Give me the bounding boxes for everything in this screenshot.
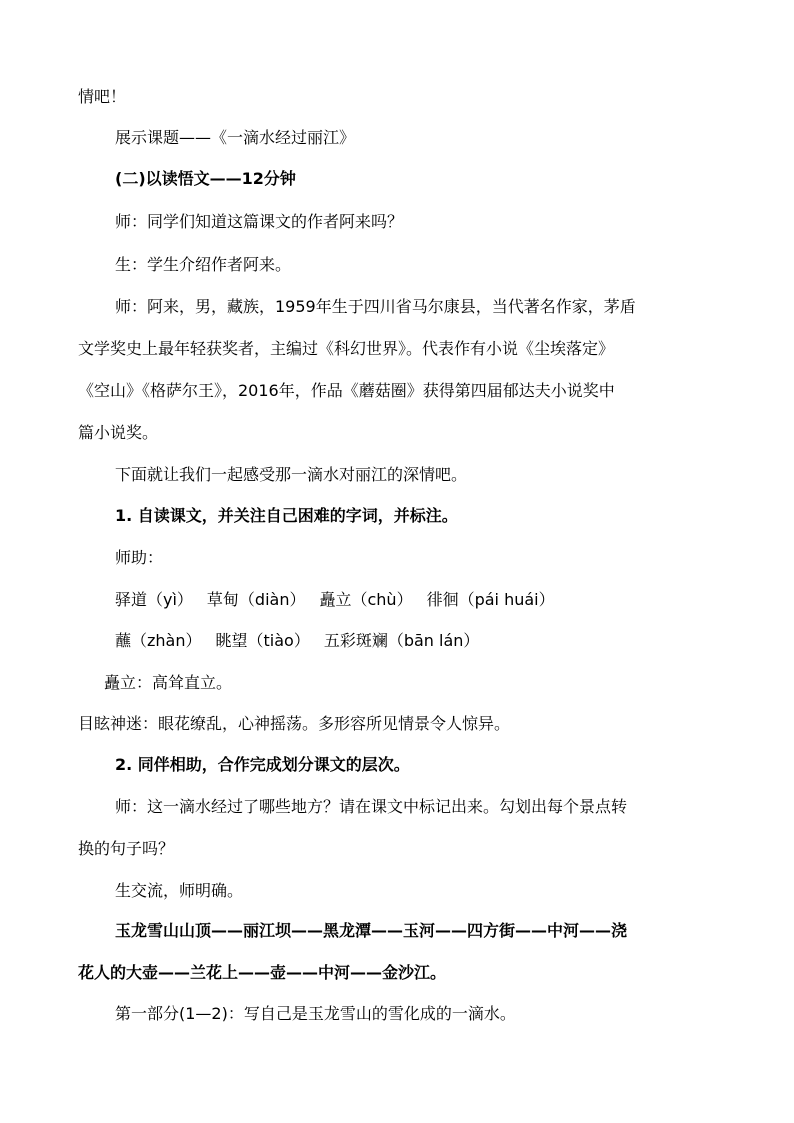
text-line-25: 生交流，师明确。 bbox=[115, 881, 244, 900]
text-line-4: 师：同学们知道这篇课文的作者阿来吗？ bbox=[115, 212, 404, 231]
text-line-12: 师助： bbox=[115, 548, 164, 567]
text-line-5: 生：学生介绍作者阿来。 bbox=[115, 255, 292, 274]
vocab-word: 眺望（tiào） bbox=[215, 631, 310, 650]
route-line-1: 玉龙雪山山顶——丽江坝——黑龙潭——玉河——四方街——中河——浇 bbox=[115, 921, 628, 940]
vocab-word: 五彩斑斓（bān lán） bbox=[323, 631, 480, 650]
vocab-word: 驿道（yì） bbox=[115, 590, 193, 609]
text-line-6: 师：阿来，男，藏族，1959年生于四川省马尔康县，当代著名作家，茅盾 bbox=[115, 297, 636, 316]
section-heading: (二)以读悟文——12分钟 bbox=[115, 169, 296, 188]
text-line-23: 师：这一滴水经过了哪些地方？请在课文中标记出来。勾划出每个景点转 bbox=[115, 797, 628, 816]
text-line-8: 《空山》《格萨尔王》，2016年，作品《蘑菇圈》获得第四届郁达夫小说奖中 bbox=[78, 381, 615, 400]
route-line-2: 花人的大壶——兰花上——壶——中河——金沙江。 bbox=[78, 963, 447, 982]
step-1-heading: 1. 自读课文，并关注自己困难的字词，并标注。 bbox=[115, 506, 458, 525]
vocab-word: 草甸（diàn） bbox=[206, 590, 306, 609]
step-2-heading: 2. 同伴相助，合作完成划分课文的层次。 bbox=[115, 755, 410, 774]
vocab-word: 徘徊（pái huái） bbox=[426, 590, 555, 609]
text-line-28: 第一部分(1—2)：写自己是玉龙雪山的雪化成的一滴水。 bbox=[115, 1004, 516, 1023]
text-line-2: 展示课题——《一滴水经过丽江》 bbox=[115, 128, 356, 147]
text-line-20: 矗立：高耸直立。 bbox=[104, 673, 233, 692]
text-line-10: 下面就让我们一起感受那一滴水对丽江的深情吧。 bbox=[115, 465, 468, 484]
text-line-7: 文学奖史上最年轻获奖者，主编过《科幻世界》。代表作有小说《尘埃落定》 bbox=[78, 339, 615, 358]
vocab-word: 矗立（chù） bbox=[319, 590, 413, 609]
vocab-word: 蘸（zhàn） bbox=[115, 631, 202, 650]
vocab-row-1 bbox=[115, 589, 555, 611]
text-line-21: 目眩神迷：眼花缭乱，心神摇荡。多形容所见情景令人惊异。 bbox=[78, 714, 511, 733]
text-line-9: 篇小说奖。 bbox=[78, 423, 159, 442]
vocab-row-2 bbox=[115, 630, 479, 652]
text-line-24: 换的句子吗？ bbox=[78, 839, 175, 858]
text-line-1: 情吧！ bbox=[78, 87, 127, 106]
